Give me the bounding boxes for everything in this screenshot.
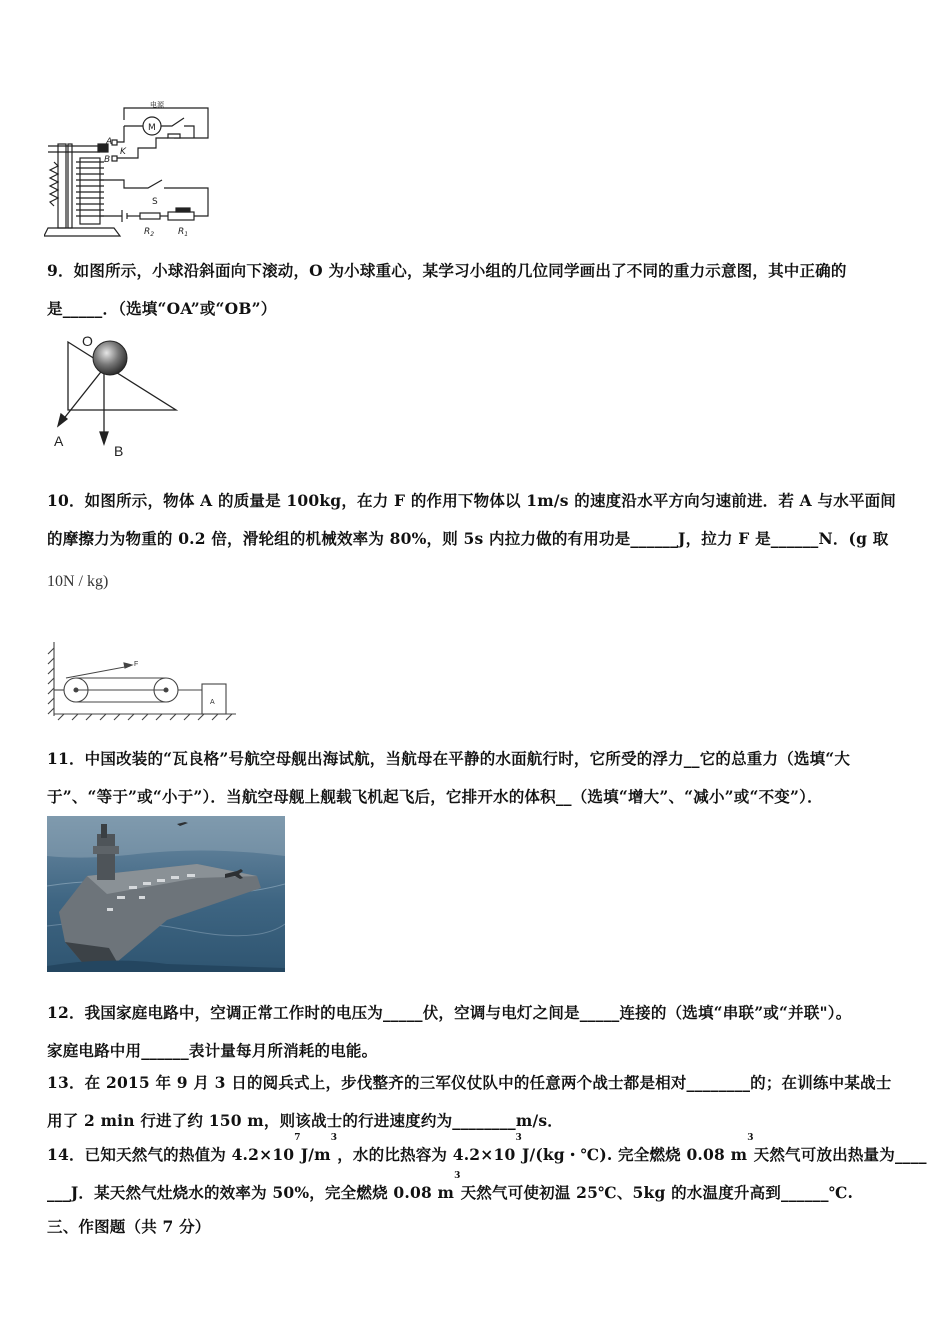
question-12-line1: 12．我国家庭电路中，空调正常工作时的电压为_____伏，空调与电灯之间是_____连接的（选填“串联”或“并联"）。 [47, 1003, 852, 1022]
question-14 [47, 1133, 927, 1212]
question-11 [47, 740, 905, 816]
question-10-unit: 10N / kg) [47, 573, 109, 590]
question-10 [47, 482, 905, 558]
question-10-line1: 10．如图所示，物体 A 的质量是 100kg，在力 F 的作用下物体以 1m/s 的速度沿水平方向匀速前进．若 A 与水平面间 [47, 491, 897, 510]
question-13 [47, 1064, 905, 1140]
question-9-line2: 是_____．（选填“OA”或“OB”） [47, 299, 277, 318]
question-14-line1: 14．已知天然气的热值为 $4.2\times 10^7J/m^3$，水的比热容为 $4.2\times 10^3J/(kg$・℃). 完全燃烧 0.08 $m^3$天然气可放出热量为____ [47, 1133, 927, 1164]
center-o-label: O [82, 333, 93, 349]
pulley-figure [44, 638, 239, 722]
resistor-r2-label: $R_2$ [144, 227, 155, 238]
incline-ball-figure [44, 330, 184, 460]
contact-b-label: B [104, 155, 111, 165]
resistor-r1-label: $R_1$ [178, 227, 189, 238]
question-10-line2: 的摩擦力为物重的 0.2 倍，滑轮组的机械效率为 80%，则 5s 内拉力做的有用功是______J，拉力 F 是______N．(g 取 [47, 529, 889, 548]
question-13-line2: 用了 2 min 行进了约 150 m，则该战士的行进速度约为________m/s． [47, 1111, 563, 1130]
contact-a-label: A [106, 137, 113, 147]
question-13-line1: 13．在 2015 年 9 月 3 日的阅兵式上，步伐整齐的三军仪仗队中的任意两个战士都是相对________的；在训练中某战士 [47, 1073, 892, 1092]
switch-s-label: S [152, 197, 158, 207]
question-9 [47, 252, 905, 328]
question-11-line1: 11．中国改装的“瓦良格”号航空母舰出海试航，当航母在平静的水面航行时，它所受的浮力__它的总重力（选填“大 [47, 749, 851, 768]
block-a-label: A [210, 699, 215, 706]
arrow-b-label: B [114, 443, 124, 459]
aircraft-carrier-photo [47, 816, 285, 972]
question-11-line2: 于”、“等于”或“小于”）．当航空母舰上舰载飞机起飞后，它排开水的体积__（选填“增大”、“减小”或“不变”）． [47, 787, 823, 806]
question-14-line2: ___J．某天然气灶烧水的效率为 50%，完全燃烧 0.08 $m^3$天然气可使初温 25℃、5kg 的水温度升高到______℃. [47, 1171, 854, 1202]
question-12-line2: 家庭电路中用______表计量每月所消耗的电能。 [47, 1041, 378, 1060]
arrow-a-label: A [54, 433, 64, 449]
relay-circuit-figure [44, 100, 219, 240]
question-12 [47, 994, 905, 1070]
motor-label: M [148, 123, 156, 133]
force-f-label: F [134, 661, 139, 668]
contact-k-label: K [120, 147, 126, 157]
power-label: 电源 [150, 101, 164, 109]
question-9-line1: 9．如图所示，小球沿斜面向下滚动，O 为小球重心，某学习小组的几位同学画出了不同的重力示意图，其中正确的 [47, 261, 847, 280]
section-heading [47, 1208, 905, 1246]
section-title: 三、作图题（共 7 分） [47, 1217, 211, 1236]
